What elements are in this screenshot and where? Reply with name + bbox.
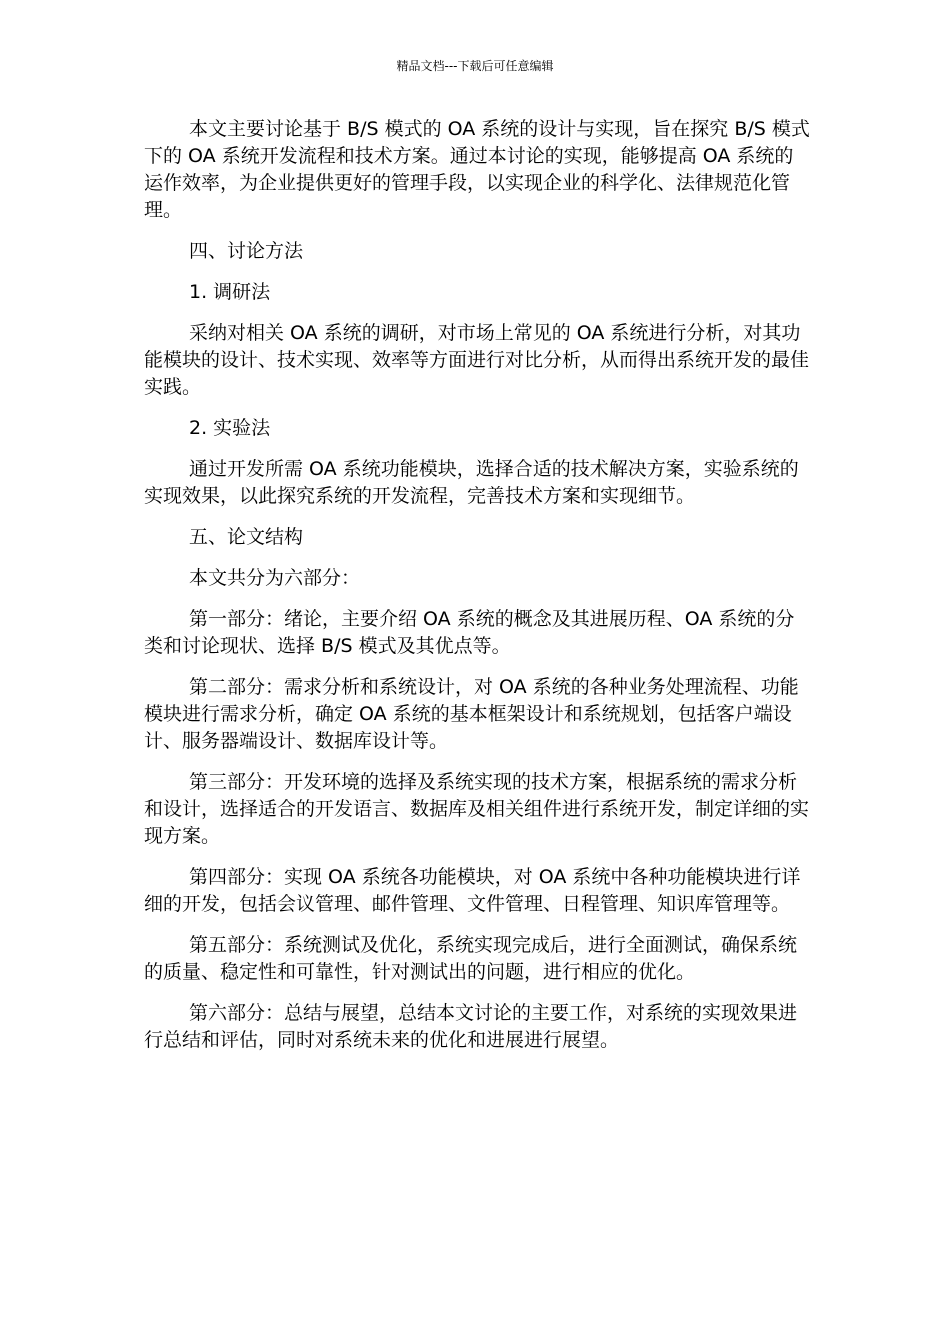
document-body [144, 116, 812, 1068]
intro-paragraph: 本文主要讨论基于 B/S 模式的 OA 系统的设计与实现，旨在探究 B/S 模式下的 OA 系统开发流程和技术方案。通过本讨论的实现，能够提高 OA 系统的运作效率，为企业提供更好的管理手段，以实现企业的科学化、法律规范化管理。 [144, 118, 810, 221]
part-2-paragraph: 第二部分：需求分析和系统设计，对 OA 系统的各种业务处理流程、功能模块进行需求分析，确定 OA 系统的基本框架设计和系统规划，包括客户端设计、服务器端设计、数据库设计等。 [144, 676, 799, 752]
part-6-paragraph: 第六部分：总结与展望，总结本文讨论的主要工作，对系统的实现效果进行总结和评估，同时对系统未来的优化和进展进行展望。 [144, 1002, 798, 1051]
part-3-paragraph: 第三部分：开发环境的选择及系统实现的技术方案，根据系统的需求分析和设计，选择适合的开发语言、数据库及相关组件进行系统开发，制定详细的实现方案。 [144, 771, 810, 847]
section-heading-methods: 四、讨论方法 [189, 240, 304, 262]
part-5-paragraph: 第五部分：系统测试及优化，系统实现完成后，进行全面测试，确保系统的质量、稳定性和可靠性，针对测试出的问题，进行相应的优化。 [144, 934, 798, 983]
page-header: 精品文档---下载后可任意编辑 [396, 59, 554, 73]
experiment-paragraph: 通过开发所需 OA 系统功能模块，选择合适的技术解决方案，实验系统的实现效果，以此探究系统的开发流程，完善技术方案和实现细节。 [144, 458, 799, 507]
subheading-survey: 1. 调研法 [189, 281, 271, 303]
survey-paragraph: 采纳对相关 OA 系统的调研，对市场上常见的 OA 系统进行分析，对其功能模块的设计、技术实现、效率等方面进行对比分析，从而得出系统开发的最佳实践。 [144, 322, 810, 398]
section-heading-structure: 五、论文结构 [189, 526, 304, 548]
part-1-paragraph: 第一部分：绪论，主要介绍 OA 系统的概念及其进展历程、OA 系统的分类和讨论现状、选择 B/S 模式及其优点等。 [144, 608, 795, 657]
part-4-paragraph: 第四部分：实现 OA 系统各功能模块，对 OA 系统中各种功能模块进行详细的开发，包括会议管理、邮件管理、文件管理、日程管理、知识库管理等。 [144, 866, 801, 915]
structure-intro: 本文共分为六部分： [189, 567, 361, 589]
subheading-experiment: 2. 实验法 [189, 417, 271, 439]
